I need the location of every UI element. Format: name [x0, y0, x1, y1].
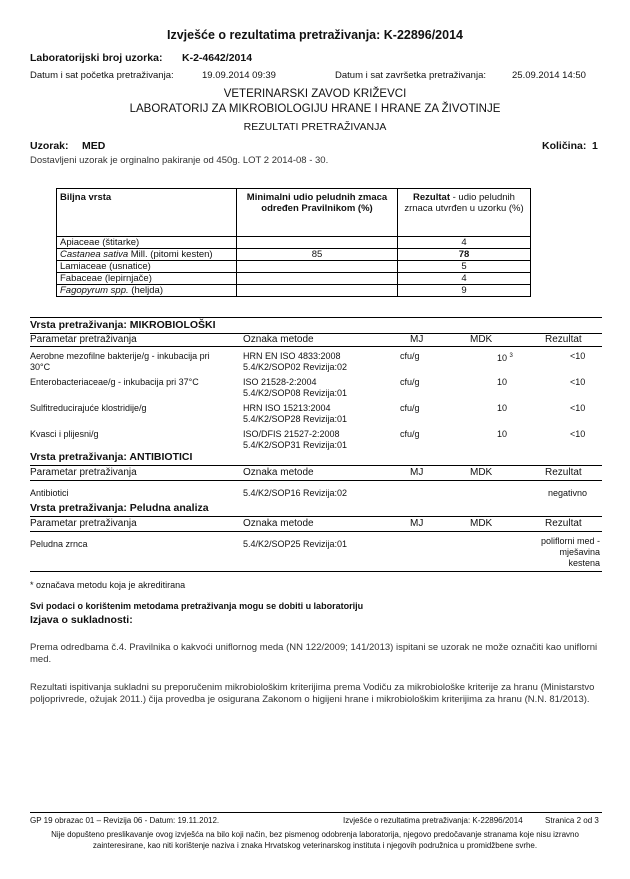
method-code: HRN EN ISO 4833:2008 5.4/K2/SOP02 Revizija:02 [243, 351, 348, 372]
lab-number: K-2-4642/2014 [182, 52, 253, 64]
col-mdk: MDK [470, 334, 493, 345]
quantity-label: Količina: [542, 140, 587, 152]
plant-name: Fagopyrum spp. (heljda) [57, 285, 237, 297]
min-share [237, 285, 398, 297]
section-title-antibiotics: Vrsta pretraživanja: ANTIBIOTICI [30, 451, 193, 463]
institute-name: VETERINARSKI ZAVOD KRIŽEVCI [223, 88, 407, 100]
result-value: <10 [570, 377, 586, 387]
results-title: REZULTATI PRETRAŽIVANJA [243, 121, 387, 133]
method-code: ISO 21528-2:2004 5.4/K2/SOP08 Revizija:01 [243, 377, 348, 398]
method-code: HRN ISO 15213:2004 5.4/K2/SOP28 Revizija:01 [243, 403, 348, 424]
lab-number-label: Laboratorijski broj uzorka: [30, 52, 163, 64]
pollen-row [57, 237, 531, 249]
plant-name: Castanea sativa Mill. (pitomi kesten) [57, 249, 237, 261]
col-result: Rezultat - udio peludnih zrnaca utvrđen u uzorku (%) [398, 189, 531, 237]
col-method: Oznaka metode [243, 334, 314, 345]
col-plant-species: Biljna vrsta [57, 189, 237, 237]
result-share: 78 [398, 249, 531, 261]
divider [30, 571, 602, 572]
result-share: 4 [398, 273, 531, 285]
footer-page: Stranica 2 od 3 [545, 816, 599, 825]
result-share: 4 [398, 237, 531, 249]
mdk-value: 10 [497, 377, 508, 387]
result-share: 5 [398, 261, 531, 273]
laboratory-name: LABORATORIJ ZA MIKROBIOLOGIJU HRANE I HRANE ZA ŽIVOTINJE [129, 103, 501, 115]
col-param: Parametar pretraživanja [30, 334, 137, 345]
unit: cfu/g [400, 351, 420, 361]
footer-disclaimer-2: zainteresirane, kao niti korištenje naziva i znaka Hrvatskog veterinarskog instituta i njegovih podružnica u promidžbene svrhe. [92, 841, 538, 850]
divider [30, 465, 602, 466]
param-name: Sulfitreducirajuće klostridije/g [30, 403, 147, 413]
param-name: Enterobacteriaceae/g - inkubacija pri 37°C [30, 377, 199, 387]
col-mdk: MDK [470, 518, 493, 529]
footer-divider [30, 812, 602, 813]
end-date-label: Datum i sat završetka pretraživanja: [335, 70, 487, 81]
unit: cfu/g [400, 403, 420, 413]
start-date-label: Datum i sat početka pretraživanja: [30, 70, 174, 81]
plant-name: Lamiaceae (usnatice) [57, 261, 237, 273]
min-share [237, 261, 398, 273]
mdk-value: 10 $^3$ [497, 353, 513, 363]
min-share [237, 273, 398, 285]
result-value: poliflorni med - mješavina kestena [540, 536, 600, 568]
method-code: 5.4/K2/SOP25 Revizija:01 [243, 539, 348, 549]
param-name: Kvasci i plijesni/g [30, 429, 99, 439]
min-share [237, 237, 398, 249]
mdk-value: 10 [497, 403, 508, 413]
conformity-paragraph-2: Rezultati ispitivanja sukladni su preporučenim mikrobiološkim kriterijima prema Vodiču za mikrobiološke kriterije za hranu (Ministarstvo poljoprivrede, ožujak 2011.) čija provedba je osigurana Zakonom o higijeni hrane i mikrobiološkim kriterijima za hranu (N.N. 81/2013). [30, 682, 595, 705]
divider [30, 317, 602, 318]
col-method: Oznaka metode [243, 518, 314, 529]
conformity-paragraph-1: Prema odredbama č.4. Pravilnika o kakvoći uniflornog meda (NN 122/2009; 141/2013) ispitani se uzorak ne može označiti kao uniflorni med. [30, 642, 598, 665]
accreditation-note: * označava metodu koja je akreditirana [30, 580, 186, 590]
footer-report: Izvješće o rezultatima pretraživanja: K-22896/2014 [343, 816, 523, 825]
end-date: 25.09.2014 14:50 [512, 70, 586, 81]
sample-description: Dostavljeni uzorak je orginalno pakiranje od 450g. LOT 2 2014-08 - 30. [30, 155, 329, 166]
footer-form: GP 19 obrazac 01 – Revizija 06 - Datum: 19.11.2012. [30, 816, 220, 825]
start-date: 19.09.2014 09:39 [202, 70, 276, 81]
pollen-row [57, 261, 531, 273]
min-share: 85 [237, 249, 398, 261]
result-share: 9 [398, 285, 531, 297]
method-code: 5.4/K2/SOP16 Revizija:02 [243, 488, 348, 498]
col-mj: MJ [410, 518, 424, 529]
divider [30, 531, 602, 532]
pollen-row [57, 285, 531, 297]
section-title-pollen: Vrsta pretraživanja: Peludna analiza [30, 502, 209, 514]
divider [30, 480, 602, 481]
col-method: Oznaka metode [243, 467, 314, 478]
sample-name: MED [82, 140, 106, 152]
conformity-title: Izjava o sukladnosti: [30, 614, 133, 626]
col-mj: MJ [410, 467, 424, 478]
unit: cfu/g [400, 377, 420, 387]
unit: cfu/g [400, 429, 420, 439]
col-min-share: Minimalni udio peludnih zmaca određen Pravilnikom (%) [237, 189, 398, 237]
result-value: <10 [570, 351, 586, 361]
col-mj: MJ [410, 334, 424, 345]
sample-label: Uzorak: [30, 140, 69, 152]
param-name: Antibiotici [30, 488, 69, 498]
param-name: Peludna zrnca [30, 539, 88, 549]
report-title: Izvješće o rezultatima pretraživanja: K-22896/2014 [167, 28, 463, 42]
divider [30, 516, 602, 517]
section-title-micro: Vrsta pretraživanja: MIKROBIOLOŠKI [30, 319, 216, 331]
method-code: ISO/DFIS 21527-2:2008 5.4/K2/SOP31 Revizija:01 [243, 429, 348, 450]
methods-info: Svi podaci o korištenim metodama pretraživanja mogu se dobiti u laboratoriju [30, 601, 364, 611]
quantity-value: 1 [592, 140, 598, 152]
plant-name: Apiaceae (štitarke) [57, 237, 237, 249]
col-result: Rezultat [545, 467, 582, 478]
param-name: Aerobne mezofilne bakterije/g - inkubacija pri 30°C [30, 351, 210, 372]
col-mdk: MDK [470, 467, 493, 478]
footer-disclaimer-1: Nije dopušteno preslikavanje ovog izvješća na bilo koji način, bez pismenog odobrenja laboratorija, njegovo predočavanje stranama koje nisu izravno [51, 830, 579, 839]
col-result: Rezultat [545, 334, 582, 345]
col-param: Parametar pretraživanja [30, 467, 137, 478]
mdk-value: 10 [497, 429, 508, 439]
result-value: negativno [548, 488, 588, 498]
divider [30, 346, 602, 347]
pollen-row [57, 273, 531, 285]
plant-name: Fabaceae (lepirnjače) [57, 273, 237, 285]
col-result: Rezultat [545, 518, 582, 529]
result-value: <10 [570, 429, 586, 439]
pollen-row [57, 249, 531, 261]
pollen-table [56, 188, 531, 297]
col-param: Parametar pretraživanja [30, 518, 137, 529]
result-value: <10 [570, 403, 586, 413]
